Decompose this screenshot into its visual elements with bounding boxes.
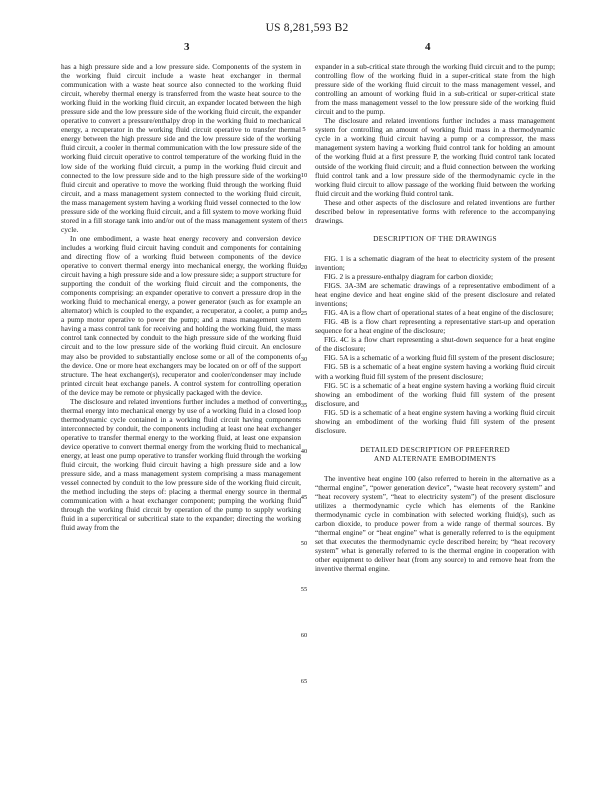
line-number: 30 bbox=[300, 356, 308, 363]
line-number: 25 bbox=[300, 310, 308, 317]
right-paragraph: expander in a sub-critical state through the working fluid circuit and to the pump; controlling flow of the working fluid in a super-critical state from the high pressure side of the working fluid circuit to the mass management vessel, and controlling an amount of working fluid in a sub-critical or super-critical state from the mass management vessel to the low pressure side of the working fluid circuit and to the pump. bbox=[315, 62, 555, 117]
line-number: 40 bbox=[300, 448, 308, 455]
figure-description: FIG. 4B is a flow chart representing a representative start-up and operation sequence for a heat engine of the disclosure; bbox=[315, 317, 555, 336]
detailed-paragraph: The inventive heat engine 100 (also referred to herein in the alternative as a “thermal engine”, “power generation device”, “waste heat recovery system” and “heat recovery system”, “heat to electricity system”) of the present disclosure utilizes a thermodynamic cycle which has elements of the Rankine thermodynamic cycle in combination with selected working fluid(s), such as carbon dioxide, to produce power from a wide range of thermal sources. By “thermal engine” or “heat engine” what is generally referred to is the equipment set that executes the thermodynamic cycle described herein; by “heat recovery system” what is generally referred to is the thermal engine in cooperation with other equipment to deliver heat (from any source) to and remove heat from the inventive thermal engine. bbox=[315, 473, 555, 574]
line-number: 15 bbox=[300, 218, 308, 225]
right-paragraph: These and other aspects of the disclosure and related inventions are further described below in representative forms with reference to the accompanying drawings. bbox=[315, 197, 555, 225]
patent-number: US 8,281,593 B2 bbox=[265, 22, 349, 34]
drawings-heading: DESCRIPTION OF THE DRAWINGS bbox=[373, 233, 497, 243]
figure-description: FIG. 2 is a pressure-enthalpy diagram for carbon dioxide; bbox=[324, 271, 494, 281]
figure-description: FIG. 5C is a schematic of a heat engine system having a working fluid circuit showing an embodiment of the working fluid fill system of the present disclosure, and bbox=[315, 380, 555, 408]
figure-description: FIG. 1 is a schematic diagram of the heat to electricity system of the present invention; bbox=[315, 253, 555, 272]
line-number: 65 bbox=[300, 678, 308, 685]
detailed-description-heading bbox=[315, 445, 555, 463]
detailed-heading-line1: DETAILED DESCRIPTION OF PREFERRED bbox=[360, 444, 510, 454]
line-number: 50 bbox=[300, 540, 308, 547]
line-number: 35 bbox=[300, 402, 308, 409]
line-number: 20 bbox=[300, 264, 308, 271]
right-column-number: 4 bbox=[425, 41, 431, 53]
line-number: 60 bbox=[300, 632, 308, 639]
figure-description: FIG. 5B is a schematic of a heat engine system having a working fluid circuit with a working fluid fill system of the present disclosure; bbox=[315, 362, 555, 381]
figure-description: FIG. 4C is a flow chart representing a shut-down sequence for a heat engine of the disclosure; bbox=[315, 335, 555, 354]
left-paragraph: has a high pressure side and a low pressure side. Components of the system in the working fluid circuit include a waste heat exchanger in thermal communication with a waste heat source also connected to the working fluid circuit, whereby thermal energy is transferred from the waste heat source to the working fluid in the working fluid circuit, an expander located between the high pressure side and the low pressure side of the working fluid circuit, the expander operative to convert a pressure/enthalpy drop in the working fluid to mechanical energy, a recuperator in the working fluid circuit operative to transfer thermal energy between the high pressure side and the low pressure side of the working fluid circuit, a cooler in thermal communication with the low pressure side of the working fluid circuit operative to control temperature of the working fluid in the low side of the working fluid circuit, a pump in the working fluid circuit and connected to the low pressure side and to the high pressure side of the working fluid circuit and operative to move the working fluid through the working fluid circuit, and a mass management system connected to the working fluid circuit, the mass management system having a working fluid vessel connected to the low pressure side of the working fluid circuit, and a fill system to move working fluid stored in a fill storage tank into and/or out of the mass management system of the cycle. bbox=[61, 62, 301, 234]
left-column-number: 3 bbox=[184, 41, 190, 53]
figure-description: FIG. 5D is a schematic of a heat engine system having a working fluid circuit showing an embodiment of the working fluid fill system of the present disclosure. bbox=[315, 407, 555, 435]
figure-description: FIG. 5A is a schematic of a working fluid fill system of the present disclosure; bbox=[324, 353, 555, 363]
line-number: 10 bbox=[300, 172, 308, 179]
line-number: 55 bbox=[300, 586, 308, 593]
right-column bbox=[315, 62, 555, 573]
left-column bbox=[61, 62, 301, 532]
detailed-heading-line2: AND ALTERNATE EMBODIMENTS bbox=[373, 453, 497, 463]
left-paragraph: In one embodiment, a waste heat energy recovery and conversion device includes a working fluid circuit having conduit and components for containing and directing flow of a working fluid between components of the device operative to convert thermal energy into mechanical energy, the working fluid circuit having a high pressure side and a low pressure side; a support structure for supporting the conduit of the working fluid circuit and the components, the components comprising: an expander operative to convert a pressure drop in the working fluid to mechanical energy, a power generator (such as for example an alternator) which is coupled to the expander, a recuperator, a cooler, a pump and a pump motor operative to power the pump; and a mass management system having a mass control tank for receiving and holding the working fluid, the mass control tank connected by conduit to the high pressure side of the working fluid circuit and to the low pressure side of the working fluid circuit. An enclosure may also be provided to substantially enclose some or all of the components of the device. One or more heat exchangers may be located on or off of the support structure. The heat exchanger(s), recuperator and cooler/condenser may include printed circuit heat exchange panels. A control system for controlling operation of the device may be remote or physically packaged with the device. bbox=[61, 233, 301, 397]
figure-description: FIG. 4A is a flow chart of operational states of a heat engine of the disclosure; bbox=[324, 308, 554, 318]
right-paragraph: The disclosure and related inventions further includes a mass management system for controlling an amount of working fluid mass in a thermodynamic cycle in a working fluid circuit having a pump or a compressor, the mass management system having a working fluid control tank for holding an amount of the working fluid at a first pressure P, the working fluid control tank located outside of the working fluid circuit; and a fluid connection between the working fluid control tank and a low pressure side of the thermodynamic cycle in the working fluid circuit to allow passage of the working fluid between the working fluid circuit and the working fluid control tank. bbox=[315, 116, 555, 198]
left-paragraph: The disclosure and related inventions further includes a method of converting thermal energy into mechanical energy by use of a working fluid in a closed loop thermodynamic cycle contained in a working fluid circuit having components interconnected by conduit, the components including at least one heat exchanger operative to transfer thermal energy to the working fluid, at least one expansion device operative to convert thermal energy from the working fluid to mechanical energy, at least one pump operative to transfer working fluid through the working fluid circuit, the working fluid circuit having a high pressure side and a low pressure side, and a mass management system comprising a mass management vessel connected by conduit to the low pressure side of the working fluid circuit, the method including the steps of: placing a thermal energy source in thermal communication with a heat exchanger component; pumping the working fluid through the working fluid circuit by operation of the pump to supply working fluid in a supercritical or subcritical state to the expander; directing the working fluid away from the bbox=[61, 396, 301, 533]
figure-description: FIGS. 3A-3M are schematic drawings of a representative embodiment of a heat engine device and heat engine skid of the present disclosure and related inventions; bbox=[315, 281, 555, 309]
line-number: 45 bbox=[300, 494, 308, 501]
line-number: 5 bbox=[302, 126, 306, 133]
